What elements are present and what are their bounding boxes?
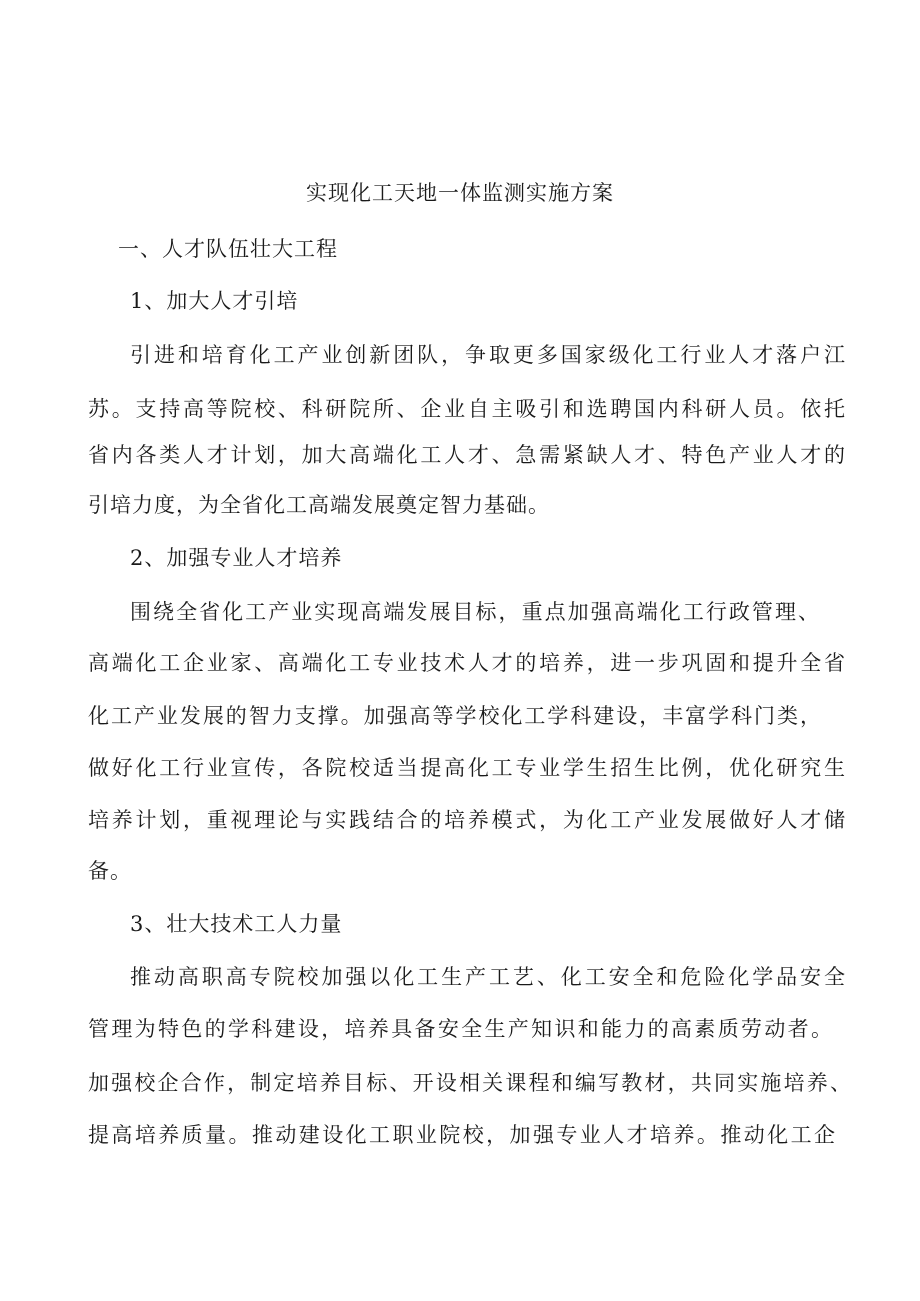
subsection-2-line-1: 围绕全省化工产业实现高端发展目标，重点加强高端化工行政管理、 xyxy=(130,600,820,624)
subsection-3-line-4: 提高培养质量。推动建设化工职业院校，加强专业人才培养。推动化工企 xyxy=(88,1123,836,1147)
subsection-2-line-3: 化工产业发展的智力支撑。加强高等学校化工学科建设，丰富学科门类， xyxy=(88,704,822,728)
subsection-2-heading: 2、加强专业人才培养 xyxy=(130,546,343,570)
subsection-1-line-2: 苏。支持高等院校、科研院所、企业自主吸引和选聘国内科研人员。依托 xyxy=(88,397,846,421)
subsection-1-line-4: 引培力度，为全省化工高端发展奠定智力基础。 xyxy=(88,493,550,517)
subsection-2-line-5: 培养计划，重视理论与实践结合的培养模式，为化工产业发展做好人才储 xyxy=(88,808,846,832)
subsection-3-line-2: 管理为特色的学科建设，培养具备安全生产知识和能力的高素质劳动者。 xyxy=(88,1017,833,1041)
document-title: 实现化工天地一体监测实施方案 xyxy=(306,181,614,205)
subsection-1-heading: 1、加大人才引培 xyxy=(130,289,299,313)
subsection-2-line-4: 做好化工行业宣传，各院校适当提高化工专业学生招生比例，优化研究生 xyxy=(88,756,846,780)
subsection-1-line-3: 省内各类人才计划，加大高端化工人才、急需紧缺人才、特色产业人才的 xyxy=(88,443,846,467)
subsection-2-line-2: 高端化工企业家、高端化工专业技术人才的培养，进一步巩固和提升全省 xyxy=(88,651,846,675)
subsection-3-heading: 3、壮大技术工人力量 xyxy=(130,912,343,936)
subsection-3-line-1: 推动高职高专院校加强以化工生产工艺、化工安全和危险化学品安全 xyxy=(130,965,846,989)
subsection-2-line-6: 备。 xyxy=(88,859,132,883)
subsection-1-line-1: 引进和培育化工产业创新团队，争取更多国家级化工行业人才落户江 xyxy=(130,343,846,367)
section-heading: 一、人才队伍壮大工程 xyxy=(118,237,338,261)
subsection-3-line-3: 加强校企合作，制定培养目标、开设相关课程和编写教材，共同实施培养、 xyxy=(88,1071,852,1095)
